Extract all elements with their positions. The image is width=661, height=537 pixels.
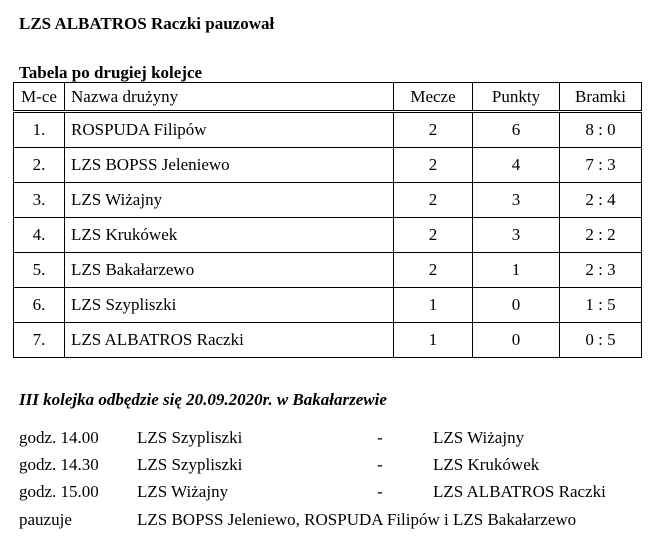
fixture-home-team: LZS Szypliszki — [137, 455, 243, 474]
cell-team: LZS Bakałarzewo — [65, 253, 394, 288]
bye-teams: LZS BOPSS Jeleniewo, ROSPUDA Filipów i LZS Bakałarzewo — [137, 510, 577, 529]
table-row — [14, 288, 642, 323]
table-title: Tabela po drugiej kolejce — [19, 63, 203, 82]
cell-points: 6 — [473, 112, 560, 148]
cell-position: 7. — [14, 323, 65, 358]
cell-position: 4. — [14, 218, 65, 253]
cell-goals: 2 : 4 — [560, 183, 642, 218]
fixture-time: godz. 14.00 — [19, 428, 99, 447]
cell-goals: 2 : 3 — [560, 253, 642, 288]
cell-team: ROSPUDA Filipów — [65, 112, 394, 148]
cell-position: 2. — [14, 148, 65, 183]
cell-goals: 7 : 3 — [560, 148, 642, 183]
standings-table — [13, 82, 642, 358]
cell-team: LZS Wiżajny — [65, 183, 394, 218]
page-heading: LZS ALBATROS Raczki pauzował — [19, 14, 275, 33]
cell-goals: 1 : 5 — [560, 288, 642, 323]
cell-matches: 1 — [394, 323, 473, 358]
fixture-separator: - — [377, 455, 383, 474]
header-goals: Bramki — [560, 83, 642, 112]
cell-matches: 2 — [394, 183, 473, 218]
cell-matches: 2 — [394, 112, 473, 148]
bye-label: pauzuje — [19, 510, 72, 529]
cell-position: 5. — [14, 253, 65, 288]
fixture-separator: - — [377, 428, 383, 447]
next-round-title: III kolejka odbędzie się 20.09.2020r. w Bakałarzewie — [19, 390, 387, 409]
cell-team: LZS Krukówek — [65, 218, 394, 253]
header-matches: Mecze — [394, 83, 473, 112]
fixture-home-team: LZS Szypliszki — [137, 428, 243, 447]
table-row — [14, 112, 642, 148]
fixture-time: godz. 14.30 — [19, 455, 99, 474]
fixture-away-team: LZS ALBATROS Raczki — [433, 482, 606, 501]
cell-points: 3 — [473, 218, 560, 253]
cell-matches: 2 — [394, 218, 473, 253]
cell-position: 3. — [14, 183, 65, 218]
cell-points: 0 — [473, 288, 560, 323]
fixture-home-team: LZS Wiżajny — [137, 482, 229, 501]
fixture-row — [0, 455, 661, 479]
table-row — [14, 323, 642, 358]
table-row — [14, 148, 642, 183]
fixture-away-team: LZS Krukówek — [433, 455, 540, 474]
cell-points: 0 — [473, 323, 560, 358]
header-team: Nazwa drużyny — [65, 83, 394, 112]
fixture-row — [0, 428, 661, 452]
table-row — [14, 218, 642, 253]
cell-goals: 0 : 5 — [560, 323, 642, 358]
cell-team: LZS ALBATROS Raczki — [65, 323, 394, 358]
cell-matches: 1 — [394, 288, 473, 323]
cell-position: 1. — [14, 112, 65, 148]
cell-points: 1 — [473, 253, 560, 288]
cell-points: 4 — [473, 148, 560, 183]
cell-team: LZS Szypliszki — [65, 288, 394, 323]
header-points: Punkty — [473, 83, 560, 112]
cell-matches: 2 — [394, 253, 473, 288]
cell-goals: 8 : 0 — [560, 112, 642, 148]
cell-goals: 2 : 2 — [560, 218, 642, 253]
cell-position: 6. — [14, 288, 65, 323]
fixture-row — [0, 482, 661, 506]
header-position: M-ce — [14, 83, 65, 112]
fixture-away-team: LZS Wiżajny — [433, 428, 525, 447]
table-row — [14, 253, 642, 288]
table-row — [14, 183, 642, 218]
cell-team: LZS BOPSS Jeleniewo — [65, 148, 394, 183]
fixture-time: godz. 15.00 — [19, 482, 99, 501]
cell-points: 3 — [473, 183, 560, 218]
cell-matches: 2 — [394, 148, 473, 183]
fixture-separator: - — [377, 482, 383, 501]
table-header-row — [14, 83, 642, 112]
